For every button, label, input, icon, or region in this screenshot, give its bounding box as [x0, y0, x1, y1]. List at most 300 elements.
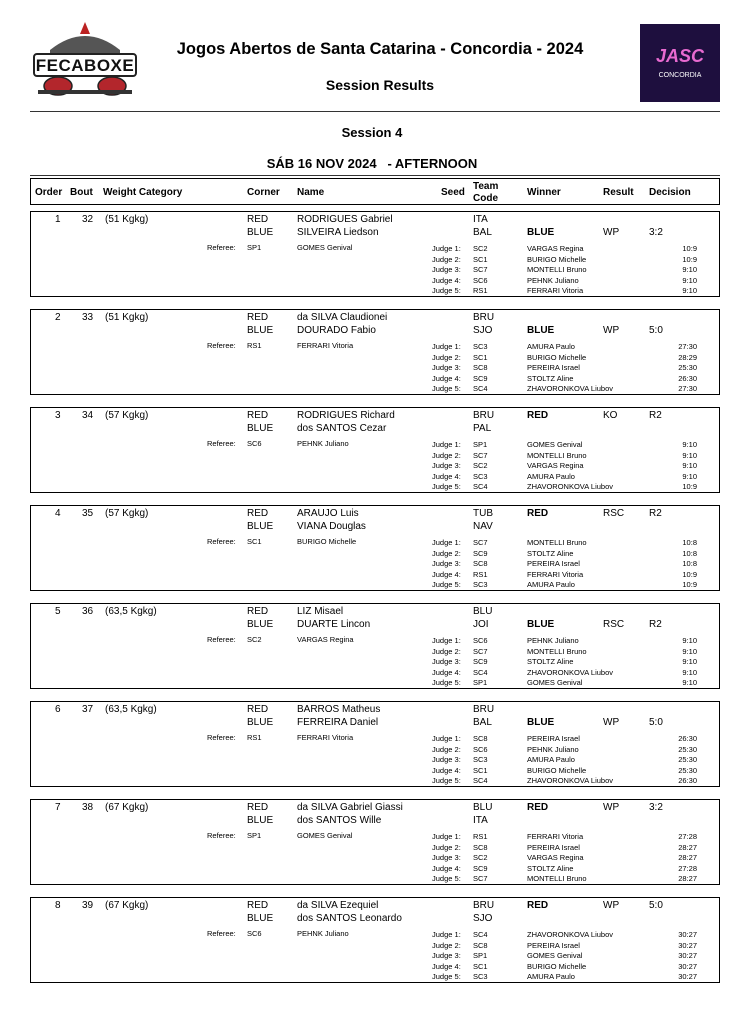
bout-order: 3 — [55, 410, 61, 421]
judge-label: Judge 2: — [432, 744, 461, 754]
judge-label: Judge 5: — [432, 972, 461, 981]
judge-code: SC7 — [473, 538, 488, 547]
bout-block — [30, 603, 720, 689]
judge-score: 10:9 — [682, 244, 697, 253]
bout-block — [30, 701, 720, 787]
judge-code: SC6 — [473, 275, 488, 285]
judge-name: GOMES Genival — [527, 951, 583, 960]
col-decision: Decision — [649, 187, 691, 198]
judge-score: 26:30 — [678, 776, 697, 785]
blue-boxer-name: SILVEIRA Liedson — [297, 227, 379, 238]
col-winner: Winner — [527, 187, 561, 198]
session-label: Session 4 — [341, 125, 403, 140]
bout-block — [30, 505, 720, 591]
blue-boxer-name: dos SANTOS Leonardo — [297, 913, 402, 924]
judge-code: SC7 — [473, 874, 488, 883]
judge-name: STOLTZ Aline — [527, 863, 574, 873]
judge-score: 30:27 — [678, 961, 697, 971]
corner-blue: BLUE — [247, 815, 274, 826]
judge-label: Judge 1: — [432, 832, 461, 841]
judge-name: MONTELLI Bruno — [527, 874, 587, 883]
page-subtitle: Session Results — [325, 77, 435, 93]
bout-block — [30, 309, 720, 395]
judge-label: Judge 5: — [432, 482, 461, 491]
judge-score: 9:10 — [682, 440, 697, 449]
logo-right-subtext: CONCORDIA — [658, 72, 702, 79]
judge-name: ZHAVORONKOVA Liubov — [527, 384, 614, 393]
judge-name: MONTELLI Bruno — [527, 538, 587, 547]
decision: 3:2 — [649, 227, 663, 238]
referee-code: SC2 — [247, 635, 262, 644]
judge-code: SC3 — [473, 580, 488, 589]
judge-code: SC4 — [473, 776, 488, 785]
judge-score: 28:27 — [678, 842, 697, 852]
judge-code: SC2 — [473, 853, 488, 862]
judge-score: 10:9 — [682, 580, 697, 589]
corner-red: RED — [247, 214, 269, 225]
judge-name: BURIGO Michelle — [527, 961, 587, 971]
judge-name: MONTELLI Bruno — [527, 265, 587, 274]
judge-label: Judge 1: — [432, 342, 461, 351]
judge-name: FERRARI Vitoria — [527, 569, 584, 579]
judge-code: RS1 — [473, 569, 488, 579]
judge-name: ZHAVORONKOVA Liubov — [527, 667, 614, 677]
weight-category: (63,5 Kgkg) — [105, 704, 157, 715]
corner-red: RED — [247, 410, 269, 421]
judge-name: MONTELLI Bruno — [527, 450, 587, 460]
red-team-code: BRU — [473, 900, 495, 911]
judge-code: SC3 — [473, 471, 488, 481]
judge-score: 9:10 — [682, 461, 697, 470]
blue-team-code: BAL — [473, 227, 492, 238]
red-boxer-name: da SILVA Ezequiel — [297, 900, 379, 911]
winner: BLUE — [527, 717, 555, 728]
judge-label: Judge 4: — [432, 961, 461, 971]
page-title: Jogos Abertos de Santa Catarina - Concordia - 2024 — [176, 40, 584, 58]
judge-label: Judge 5: — [432, 874, 461, 883]
judge-name: FERRARI Vitoria — [527, 832, 584, 841]
blue-boxer-name: dos SANTOS Cezar — [297, 423, 387, 434]
judge-label: Judge 1: — [432, 636, 461, 645]
judge-score: 25:30 — [678, 744, 697, 754]
judge-code: SC3 — [473, 972, 488, 981]
fecaboxe-logo — [30, 20, 140, 102]
judge-label: Judge 4: — [432, 373, 461, 383]
column-header — [30, 178, 720, 205]
col-code: Code — [473, 193, 498, 204]
red-boxer-name: LIZ Misael — [297, 606, 344, 617]
judge-code: SC9 — [473, 863, 488, 873]
judge-label: Judge 5: — [432, 776, 461, 785]
judge-code: SC4 — [473, 667, 488, 677]
corner-blue: BLUE — [247, 423, 274, 434]
judge-name: PEREIRA Israel — [527, 363, 580, 372]
col-seed: Seed — [441, 187, 465, 198]
bout-order: 1 — [55, 214, 61, 225]
judge-label: Judge 5: — [432, 286, 461, 295]
judge-code: SC1 — [473, 352, 488, 362]
judge-score: 9:10 — [682, 450, 697, 460]
col-name: Name — [297, 187, 325, 198]
bout-block — [30, 211, 720, 297]
judge-score: 27:28 — [678, 832, 697, 841]
judge-label: Judge 3: — [432, 755, 461, 764]
weight-category: (51 Kgkg) — [105, 312, 149, 323]
judge-label: Judge 1: — [432, 930, 461, 939]
blue-team-code: SJO — [473, 913, 493, 924]
judge-label: Judge 3: — [432, 265, 461, 274]
jasc-logo — [640, 24, 720, 102]
judge-label: Judge 2: — [432, 548, 461, 558]
judge-code: SC6 — [473, 744, 488, 754]
winner: BLUE — [527, 619, 555, 630]
judge-score: 25:30 — [678, 755, 697, 764]
result: WP — [603, 802, 620, 813]
date-text: SÁB 16 NOV 2024 — [266, 156, 377, 171]
bout-order: 7 — [55, 802, 61, 813]
corner-blue: BLUE — [247, 521, 274, 532]
referee-label: Referee: — [207, 243, 236, 252]
judge-name: GOMES Genival — [527, 678, 583, 687]
judge-name: ZHAVORONKOVA Liubov — [527, 930, 614, 939]
weight-category: (67 Kgkg) — [105, 900, 149, 911]
corner-blue: BLUE — [247, 717, 274, 728]
decision: R2 — [649, 508, 662, 519]
red-team-code: BLU — [473, 606, 493, 617]
judge-label: Judge 3: — [432, 363, 461, 372]
judge-name: AMURA Paulo — [527, 972, 575, 981]
blue-team-code: BAL — [473, 717, 492, 728]
judge-score: 9:10 — [682, 667, 697, 677]
judge-code: SC8 — [473, 940, 488, 950]
bout-number: 39 — [82, 900, 94, 911]
referee-name: FERRARI Vitoria — [297, 733, 354, 742]
winner: RED — [527, 802, 549, 813]
judge-label: Judge 4: — [432, 275, 461, 285]
header-divider — [30, 111, 720, 112]
referee-code: SP1 — [247, 243, 262, 252]
red-boxer-name: BARROS Matheus — [297, 704, 381, 715]
judge-name: VARGAS Regina — [527, 461, 584, 470]
bout-order: 6 — [55, 704, 61, 715]
result: WP — [603, 900, 620, 911]
weight-category: (63,5 Kgkg) — [105, 606, 157, 617]
col-corner: Corner — [247, 187, 280, 198]
weight-category: (57 Kgkg) — [105, 508, 149, 519]
result: RSC — [603, 619, 625, 630]
judge-name: AMURA Paulo — [527, 342, 575, 351]
judge-label: Judge 2: — [432, 254, 461, 264]
result: RSC — [603, 508, 625, 519]
corner-red: RED — [247, 802, 269, 813]
result: KO — [603, 410, 618, 421]
blue-team-code: PAL — [473, 423, 492, 434]
referee-label: Referee: — [207, 929, 236, 938]
judge-label: Judge 2: — [432, 940, 461, 950]
judge-code: SC7 — [473, 265, 488, 274]
corner-blue: BLUE — [247, 325, 274, 336]
judge-score: 27:28 — [678, 863, 697, 873]
judge-score: 27:30 — [678, 384, 697, 393]
red-team-code: BRU — [473, 704, 495, 715]
judge-code: SC8 — [473, 559, 488, 568]
referee-code: SC6 — [247, 439, 262, 448]
judge-score: 27:30 — [678, 342, 697, 351]
result: WP — [603, 227, 620, 238]
blue-boxer-name: FERREIRA Daniel — [297, 717, 379, 728]
judge-label: Judge 2: — [432, 842, 461, 852]
judge-label: Judge 2: — [432, 646, 461, 656]
referee-name: VARGAS Regina — [297, 635, 354, 644]
referee-code: SC1 — [247, 537, 262, 546]
referee-code: SP1 — [247, 831, 262, 840]
winner: RED — [527, 410, 549, 421]
judge-name: VARGAS Regina — [527, 244, 584, 253]
bout-number: 37 — [82, 704, 94, 715]
judge-code: SC8 — [473, 734, 488, 743]
weight-category: (51 Kgkg) — [105, 214, 149, 225]
judge-code: SC8 — [473, 842, 488, 852]
red-team-code: BRU — [473, 410, 495, 421]
judge-label: Judge 4: — [432, 765, 461, 775]
judge-code: SC4 — [473, 482, 488, 491]
judge-name: VARGAS Regina — [527, 853, 584, 862]
judge-name: FERRARI Vitoria — [527, 286, 584, 295]
referee-name: GOMES Genival — [297, 831, 353, 840]
judge-label: Judge 3: — [432, 853, 461, 862]
judge-code: SC9 — [473, 373, 488, 383]
bout-order: 8 — [55, 900, 61, 911]
judge-code: RS1 — [473, 286, 488, 295]
decision: R2 — [649, 410, 662, 421]
referee-code: RS1 — [247, 341, 262, 350]
judge-label: Judge 1: — [432, 440, 461, 449]
judge-score: 26:30 — [678, 373, 697, 383]
judge-code: SC7 — [473, 646, 488, 656]
referee-name: BURIGO Michelle — [297, 537, 357, 546]
red-team-code: TUB — [473, 508, 493, 519]
judge-name: PEREIRA Israel — [527, 734, 580, 743]
judge-label: Judge 1: — [432, 538, 461, 547]
corner-red: RED — [247, 900, 269, 911]
corner-blue: BLUE — [247, 227, 274, 238]
judge-score: 10:8 — [682, 538, 697, 547]
judge-name: AMURA Paulo — [527, 471, 575, 481]
decision: R2 — [649, 619, 662, 630]
judge-code: SC4 — [473, 384, 488, 393]
bout-order: 2 — [55, 312, 61, 323]
date-divider — [30, 175, 720, 176]
judge-score: 9:10 — [682, 636, 697, 645]
result: WP — [603, 717, 620, 728]
weight-category: (67 Kgkg) — [105, 802, 149, 813]
judge-label: Judge 5: — [432, 678, 461, 687]
judge-score: 30:27 — [678, 930, 697, 939]
corner-red: RED — [247, 508, 269, 519]
referee-label: Referee: — [207, 733, 236, 742]
blue-boxer-name: VIANA Douglas — [297, 521, 366, 532]
judge-score: 28:29 — [678, 352, 697, 362]
judge-name: AMURA Paulo — [527, 755, 575, 764]
col-team: Team — [473, 181, 499, 192]
judge-code: SC1 — [473, 961, 488, 971]
judge-name: BURIGO Michelle — [527, 765, 587, 775]
judge-label: Judge 5: — [432, 384, 461, 393]
bout-number: 32 — [82, 214, 94, 225]
referee-code: RS1 — [247, 733, 262, 742]
bout-number: 33 — [82, 312, 94, 323]
judge-name: BURIGO Michelle — [527, 254, 587, 264]
judge-name: PEHNK Juliano — [527, 636, 579, 645]
result: WP — [603, 325, 620, 336]
bout-order: 5 — [55, 606, 61, 617]
decision: 5:0 — [649, 900, 663, 911]
judge-code: SC2 — [473, 461, 488, 470]
judge-label: Judge 3: — [432, 559, 461, 568]
bout-number: 36 — [82, 606, 94, 617]
referee-name: PEHNK Juliano — [297, 929, 349, 938]
judge-name: ZHAVORONKOVA Liubov — [527, 482, 614, 491]
judge-code: RS1 — [473, 832, 488, 841]
decision: 5:0 — [649, 325, 663, 336]
referee-name: FERRARI Vitoria — [297, 341, 354, 350]
referee-label: Referee: — [207, 439, 236, 448]
judge-score: 10:8 — [682, 559, 697, 568]
bout-block — [30, 799, 720, 885]
referee-name: GOMES Genival — [297, 243, 353, 252]
judge-name: ZHAVORONKOVA Liubov — [527, 776, 614, 785]
referee-label: Referee: — [207, 635, 236, 644]
judge-score: 26:30 — [678, 734, 697, 743]
judge-label: Judge 4: — [432, 667, 461, 677]
bout-block — [30, 897, 720, 983]
judge-score: 10:8 — [682, 548, 697, 558]
judge-score: 28:27 — [678, 853, 697, 862]
weight-category: (57 Kgkg) — [105, 410, 149, 421]
corner-blue: BLUE — [247, 913, 274, 924]
blue-team-code: JOI — [473, 619, 489, 630]
logo-right-text: JASC — [655, 46, 704, 66]
judge-label: Judge 2: — [432, 352, 461, 362]
judge-label: Judge 2: — [432, 450, 461, 460]
bout-block — [30, 407, 720, 493]
judge-name: STOLTZ Aline — [527, 657, 574, 666]
judge-score: 30:27 — [678, 972, 697, 981]
red-boxer-name: ARAUJO Luis — [297, 508, 359, 519]
judge-code: SC2 — [473, 244, 488, 253]
bout-number: 35 — [82, 508, 94, 519]
judge-score: 10:9 — [682, 482, 697, 491]
judge-code: SC1 — [473, 765, 488, 775]
judge-code: SP1 — [473, 951, 488, 960]
judge-score: 30:27 — [678, 951, 697, 960]
red-team-code: ITA — [473, 214, 488, 225]
judge-name: STOLTZ Aline — [527, 548, 574, 558]
corner-red: RED — [247, 704, 269, 715]
judge-score: 9:10 — [682, 275, 697, 285]
col-bout: Bout — [70, 187, 93, 198]
judge-score: 25:30 — [678, 363, 697, 372]
judge-code: SC1 — [473, 254, 488, 264]
decision: 5:0 — [649, 717, 663, 728]
judge-name: MONTELLI Bruno — [527, 646, 587, 656]
judge-label: Judge 4: — [432, 863, 461, 873]
corner-blue: BLUE — [247, 619, 274, 630]
judge-score: 9:10 — [682, 646, 697, 656]
red-team-code: BRU — [473, 312, 495, 323]
blue-team-code: NAV — [473, 521, 493, 532]
decision: 3:2 — [649, 802, 663, 813]
judge-score: 10:9 — [682, 254, 697, 264]
referee-name: PEHNK Juliano — [297, 439, 349, 448]
bout-number: 38 — [82, 802, 94, 813]
referee-label: Referee: — [207, 341, 236, 350]
session-date — [0, 156, 744, 171]
judge-name: GOMES Genival — [527, 440, 583, 449]
judge-code: SP1 — [473, 440, 488, 449]
judge-score: 9:10 — [682, 657, 697, 666]
blue-boxer-name: dos SANTOS Wille — [297, 815, 382, 826]
bout-number: 34 — [82, 410, 94, 421]
period-text: - AFTERNOON — [387, 156, 478, 171]
judge-label: Judge 5: — [432, 580, 461, 589]
judge-score: 28:27 — [678, 874, 697, 883]
judge-name: PEREIRA Israel — [527, 842, 580, 852]
blue-team-code: ITA — [473, 815, 488, 826]
col-weight: Weight Category — [103, 187, 183, 198]
judge-score: 9:10 — [682, 286, 697, 295]
blue-team-code: SJO — [473, 325, 493, 336]
logo-left-text: FECABOXE — [35, 56, 135, 75]
winner: RED — [527, 508, 549, 519]
judge-name: PEHNK Juliano — [527, 744, 579, 754]
referee-label: Referee: — [207, 537, 236, 546]
judge-code: SP1 — [473, 678, 488, 687]
judge-score: 30:27 — [678, 940, 697, 950]
referee-code: SC6 — [247, 929, 262, 938]
col-order: Order — [35, 187, 63, 198]
judge-code: SC3 — [473, 342, 488, 351]
judge-code: SC9 — [473, 657, 488, 666]
blue-boxer-name: DOURADO Fabio — [297, 325, 376, 336]
judge-score: 25:30 — [678, 765, 697, 775]
judge-label: Judge 4: — [432, 471, 461, 481]
judge-score: 9:10 — [682, 265, 697, 274]
judge-label: Judge 3: — [432, 657, 461, 666]
judge-label: Judge 1: — [432, 244, 461, 253]
judge-score: 10:9 — [682, 569, 697, 579]
bout-order: 4 — [55, 508, 61, 519]
corner-red: RED — [247, 312, 269, 323]
judge-code: SC7 — [473, 450, 488, 460]
red-boxer-name: da SILVA Gabriel Giassi — [297, 802, 403, 813]
judge-name: PEREIRA Israel — [527, 559, 580, 568]
judge-label: Judge 3: — [432, 951, 461, 960]
judge-code: SC4 — [473, 930, 488, 939]
judge-score: 9:10 — [682, 471, 697, 481]
judge-label: Judge 1: — [432, 734, 461, 743]
judge-name: PEHNK Juliano — [527, 275, 579, 285]
judge-code: SC9 — [473, 548, 488, 558]
judge-code: SC8 — [473, 363, 488, 372]
corner-red: RED — [247, 606, 269, 617]
blue-boxer-name: DUARTE Lincon — [297, 619, 371, 630]
judge-label: Judge 3: — [432, 461, 461, 470]
judge-name: PEREIRA Israel — [527, 940, 580, 950]
winner: BLUE — [527, 325, 555, 336]
red-boxer-name: da SILVA Claudionei — [297, 312, 388, 323]
judge-code: SC6 — [473, 636, 488, 645]
